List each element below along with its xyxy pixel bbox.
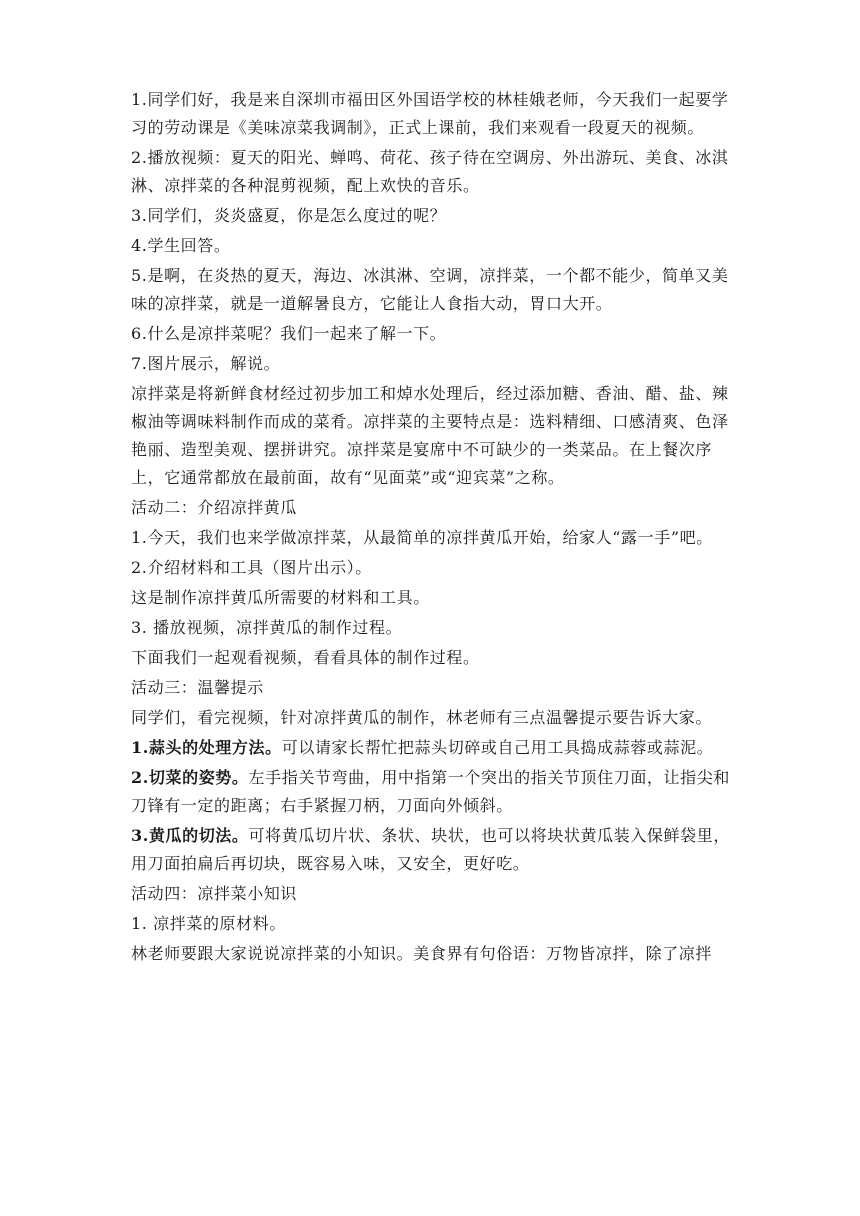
paragraph-8 (131, 380, 742, 492)
paragraph-text: 同学们，看完视频，针对凉拌黄瓜的制作，林老师有三点温馨提示要告诉大家。 (131, 708, 713, 727)
paragraph-text: 2.播放视频：夏天的阳光、蝉鸣、荷花、孩子待在空调房、外出游玩、美食、冰淇淋、凉拌菜的各种混剪视频，配上欢快的音乐。 (131, 148, 729, 195)
paragraph-text: 2.介绍材料和工具（图片出示）。 (131, 558, 372, 577)
section-heading-activity-4 (131, 880, 742, 908)
paragraph-14 (131, 644, 742, 672)
paragraph-7 (131, 350, 742, 378)
paragraph-text: 1.同学们好，我是来自深圳市福田区外国语学校的林桂娥老师，今天我们一起要学习的劳动课是《美味凉菜我调制》，正式上课前，我们来观看一段夏天的视频。 (131, 90, 729, 137)
paragraph-22 (131, 940, 742, 968)
paragraph-text: 下面我们一起观看视频，看看具体的制作过程。 (131, 648, 480, 667)
paragraph-5 (131, 262, 742, 318)
paragraph-2 (131, 144, 742, 200)
paragraph-text: 7.图片展示，解说。 (131, 354, 281, 373)
paragraph-10 (131, 524, 742, 552)
paragraph-12 (131, 584, 742, 612)
tip-text: 左手指关节弯曲，用中指第一个突出的指关节顶住刀面，让指尖和刀锋有一定的距离；右手紧握刀柄，刀面向外倾斜。 (131, 768, 730, 815)
tip-lead: 2.切菜的姿势。 (131, 768, 249, 787)
section-heading-activity-3 (131, 674, 742, 702)
paragraph-text: 5.是啊，在炎热的夏天，海边、冰淇淋、空调，凉拌菜，一个都不能少，简单又美味的凉拌菜，就是一道解暑良方，它能让人食指大动，胃口大开。 (131, 266, 729, 313)
paragraph-text: 4.学生回答。 (131, 236, 231, 255)
paragraph-text: 3. 播放视频，凉拌黄瓜的制作过程。 (131, 618, 403, 637)
heading-text: 活动三：温馨提示 (131, 678, 264, 697)
paragraph-6 (131, 320, 742, 348)
paragraph-4 (131, 232, 742, 260)
paragraph-3 (131, 202, 742, 230)
tip-text: 可将黄瓜切片状、条状、块状，也可以将块状黄瓜装入保鲜袋里，用刀面拍扁后再切块，既容易入味，又安全，更好吃。 (131, 826, 730, 873)
paragraph-11 (131, 554, 742, 582)
paragraph-21 (131, 910, 742, 938)
heading-text: 活动四：凉拌菜小知识 (131, 884, 298, 903)
tip-3 (131, 822, 742, 878)
heading-text: 活动二：介绍凉拌黄瓜 (131, 498, 298, 517)
paragraph-text: 1.今天，我们也来学做凉拌菜，从最简单的凉拌黄瓜开始，给家人“露一手”吧。 (131, 528, 713, 547)
paragraph-text: 凉拌菜是将新鲜食材经过初步加工和焯水处理后，经过添加糖、香油、醋、盐、辣椒油等调味料制作而成的菜肴。凉拌菜的主要特点是：选料精细、口感清爽、色泽艳丽、造型美观、摆拼讲究。凉拌菜是宴席中不可缺少的一类菜品。在上餐次序上，它通常都放在最前面，故有“见面菜”或“迎宾菜”之称。 (131, 384, 729, 487)
document-body (131, 86, 742, 970)
tip-2 (131, 764, 742, 820)
paragraph-13 (131, 614, 742, 642)
tip-lead: 3.黄瓜的切法。 (131, 826, 249, 845)
paragraph-text: 1. 凉拌菜的原材料。 (131, 914, 286, 933)
paragraph-text: 林老师要跟大家说说凉拌菜的小知识。美食界有句俗语：万物皆凉拌，除了凉拌 (131, 944, 713, 963)
paragraph-16 (131, 704, 742, 732)
section-heading-activity-2 (131, 494, 742, 522)
paragraph-text: 3.同学们，炎炎盛夏，你是怎么度过的呢？ (131, 206, 447, 225)
tip-text: 可以请家长帮忙把蒜头切碎或自己用工具捣成蒜蓉或蒜泥。 (281, 738, 714, 757)
tip-lead: 1.蒜头的处理方法。 (131, 738, 282, 757)
paragraph-1 (131, 86, 742, 142)
tip-1 (131, 734, 742, 762)
paragraph-text: 这是制作凉拌黄瓜所需要的材料和工具。 (131, 588, 430, 607)
paragraph-text: 6.什么是凉拌菜呢？我们一起来了解一下。 (131, 324, 447, 343)
